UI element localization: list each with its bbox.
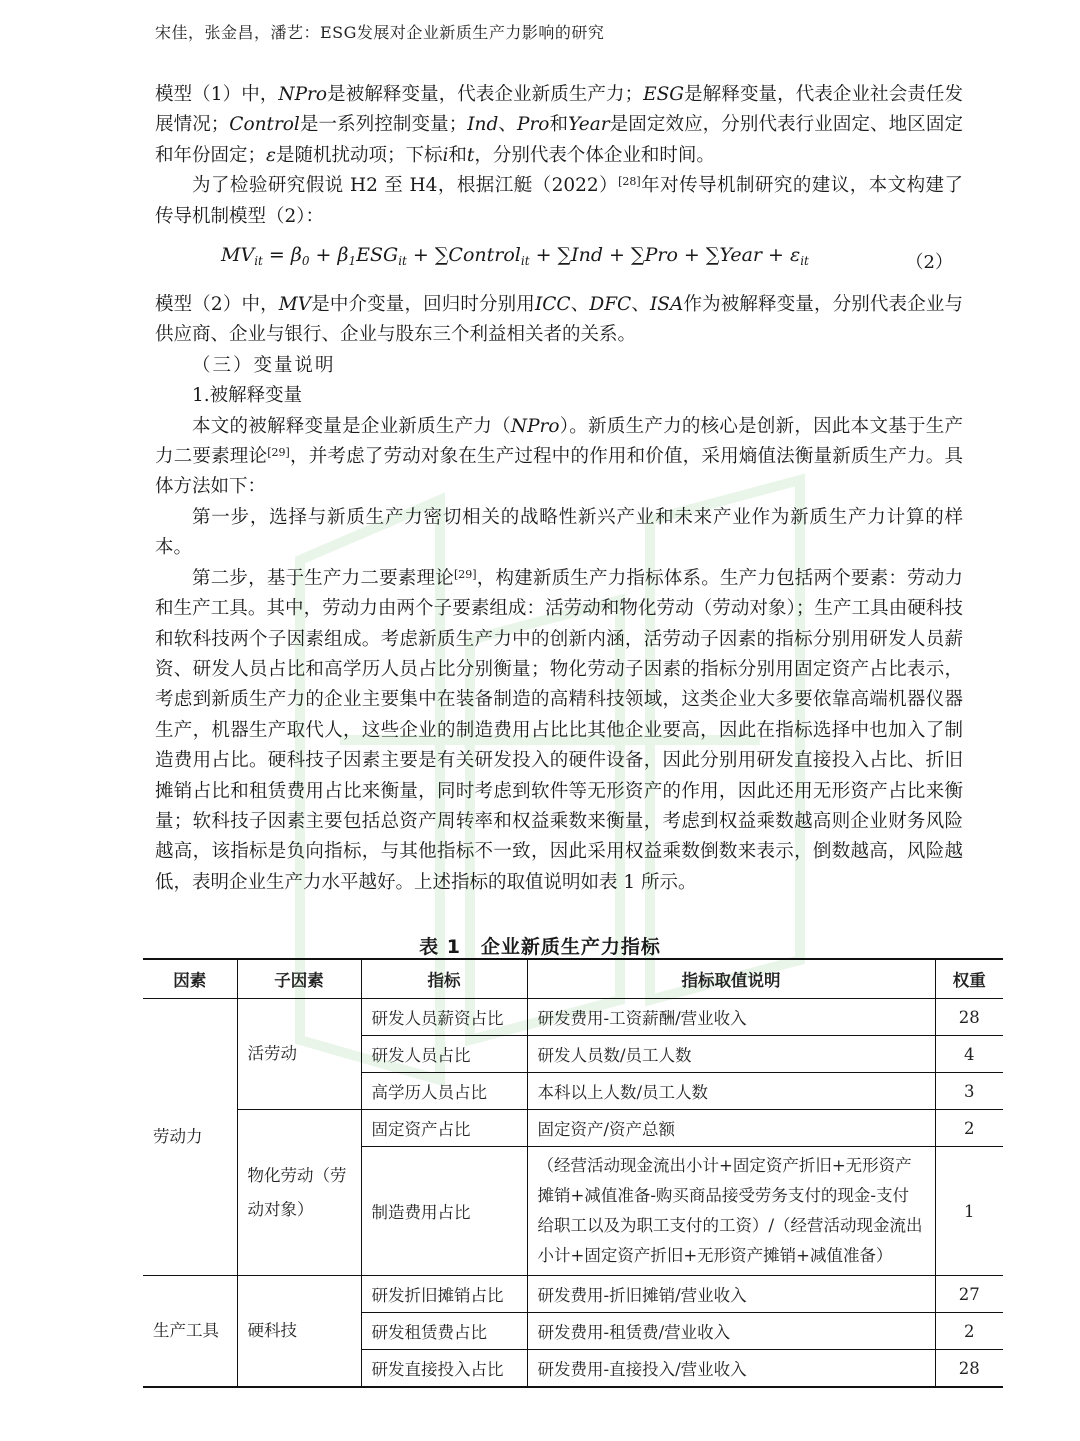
table-header-row (143, 959, 1003, 999)
indicator-cell: 研发租赁费占比 (361, 1313, 527, 1350)
citation-29: [29] (453, 567, 477, 581)
description-cell: （经营活动现金流出小计+固定资产折旧+无形资产摊销+减值准备-购买商品接受劳务支付的现金-支付给职工以及为职工支付的工资）/（经营活动现金流出小计+固定资产折旧+无形资产摊销+减值准备） (527, 1147, 935, 1276)
header-description: 指标取值说明 (527, 959, 935, 999)
weight-cell: 2 (935, 1110, 1003, 1147)
equation-body: $MV_{it} = \beta_0 + \beta_1ESG_{it}$ + ∑Control$_{it}$ + ∑Ind + ∑Pro + ∑Year + $\varepsilon_{it}$ (221, 244, 809, 269)
weight-cell: 28 (935, 1350, 1003, 1388)
description-cell: 固定资产/资产总额 (527, 1110, 935, 1147)
indicator-cell: 研发人员薪资占比 (361, 999, 527, 1036)
table-row (143, 999, 1003, 1036)
indicator-cell: 研发直接投入占比 (361, 1350, 527, 1388)
paragraph-model-2-explanation: 模型（2）中，MV是中介变量，回归时分别用ICC、DFC、ISA作为被解释变量，分别代表企业与供应商、企业与银行、企业与股东三个利益相关者的关系。 (155, 294, 963, 346)
description-cell: 本科以上人数/员工人数 (527, 1073, 935, 1110)
paragraph-step-one: 第一步，选择与新质生产力密切相关的战略性新兴产业和未来产业作为新质生产力计算的样本。 (155, 506, 963, 559)
description-cell: 研发费用-工资薪酬/营业收入 (527, 999, 935, 1036)
description-cell: 研发费用-折旧摊销/营业收入 (527, 1276, 935, 1313)
factor-cell-labor: 劳动力 (143, 999, 237, 1276)
weight-cell: 3 (935, 1073, 1003, 1110)
header-weight: 权重 (935, 959, 1003, 999)
running-header: 宋佳，张金昌，潘艺：ESG发展对企业新质生产力影响的研究 (155, 23, 605, 42)
factor-cell-production-tools: 生产工具 (143, 1276, 237, 1388)
description-cell: 研发人员数/员工人数 (527, 1036, 935, 1073)
subsection-heading: 1.被解释变量 (192, 385, 303, 407)
section-heading: （三）变量说明 (192, 354, 336, 376)
table-caption: 表 1 企业新质生产力指标 (419, 936, 661, 958)
weight-cell: 28 (935, 999, 1003, 1036)
indicator-table (143, 958, 1003, 1388)
header-factor: 因素 (143, 959, 237, 999)
paragraph-model-1-explanation: 模型（1）中，NPro是被解释变量，代表企业新质生产力；ESG是解释变量，代表企业社会责任发展情况；Control是一系列控制变量；Ind、Pro和Year是固定效应，分别代表行业固定、地区固定和年份固定；ε是随机扰动项；下标i和t，分别代表个体企业和时间。 (155, 84, 963, 166)
header-subfactor: 子因素 (237, 959, 361, 999)
table-row (143, 1110, 1003, 1147)
equation-2 (155, 234, 963, 280)
weight-cell: 4 (935, 1036, 1003, 1073)
weight-cell: 27 (935, 1276, 1003, 1313)
weight-cell: 1 (935, 1147, 1003, 1276)
description-cell: 研发费用-直接投入/营业收入 (527, 1350, 935, 1388)
indicator-cell: 研发折旧摊销占比 (361, 1276, 527, 1313)
equation-number: （2） (905, 252, 953, 274)
indicator-cell: 高学历人员占比 (361, 1073, 527, 1110)
citation-28: [28] (618, 175, 641, 189)
table-row (143, 1276, 1003, 1313)
subfactor-cell-hard-tech: 硬科技 (237, 1276, 361, 1388)
description-cell: 研发费用-租赁费/营业收入 (527, 1313, 935, 1350)
indicator-cell: 固定资产占比 (361, 1110, 527, 1147)
header-indicator: 指标 (361, 959, 527, 999)
paragraph-mechanism-intro: 为了检验研究假说 H2 至 H4，根据江艇（2022）[28]年对传导机制研究的建议，本文构建了传导机制模型（2）： (155, 175, 963, 227)
paragraph-step-two: 第二步，基于生产力二要素理论[29]，构建新质生产力指标体系。生产力包括两个要素：劳动力和生产工具。其中，劳动力由两个子要素组成：活劳动和物化劳动（劳动对象）；生产工具由硬科技和软科技两个子因素组成。考虑新质生产力中的创新内涵，活劳动子因素的指标分别用研发人员薪资、研发人员占比和高学历人员占比分别衡量；物化劳动子因素的指标分别用固定资产占比表示，考虑到新质生产力的企业主要集中在装备制造的高精科技领域，这类企业大多要依靠高端机器仪器生产，机器生产取代人，这些企业的制造费用占比比其他企业要高，因此在指标选择中也加入了制造费用占比。硬科技子因素主要是有关研发投入的硬件设备，因此分别用研发直接投入占比、折旧摊销占比和租赁费用占比来衡量，同时考虑到软件等无形资产的作用，因此还用无形资产占比来衡量；软科技子因素主要包括总资产周转率和权益乘数来衡量，考虑到权益乘数越高则企业财务风险越高，该指标是负向指标，与其他指标不一致，因此采用权益乘数倒数来表示，倒数越高，风险越低，表明企业生产力水平越好。上述指标的取值说明如表 1 所示。 (155, 567, 963, 893)
indicator-cell: 研发人员占比 (361, 1036, 527, 1073)
citation-29: [29] (267, 446, 290, 460)
subfactor-cell-materialized-labor: 物化劳动（劳动对象） (237, 1110, 361, 1276)
paragraph-dependent-variable: 本文的被解释变量是企业新质生产力（NPro）。新质生产力的核心是创新，因此本文基于生产力二要素理论[29]，并考虑了劳动对象在生产过程中的作用和价值，采用熵值法衡量新质生产力。具体方法如下： (155, 415, 963, 498)
subfactor-cell-living-labor: 活劳动 (237, 999, 361, 1110)
weight-cell: 2 (935, 1313, 1003, 1350)
body-text (155, 80, 963, 898)
indicator-cell: 制造费用占比 (361, 1147, 527, 1276)
